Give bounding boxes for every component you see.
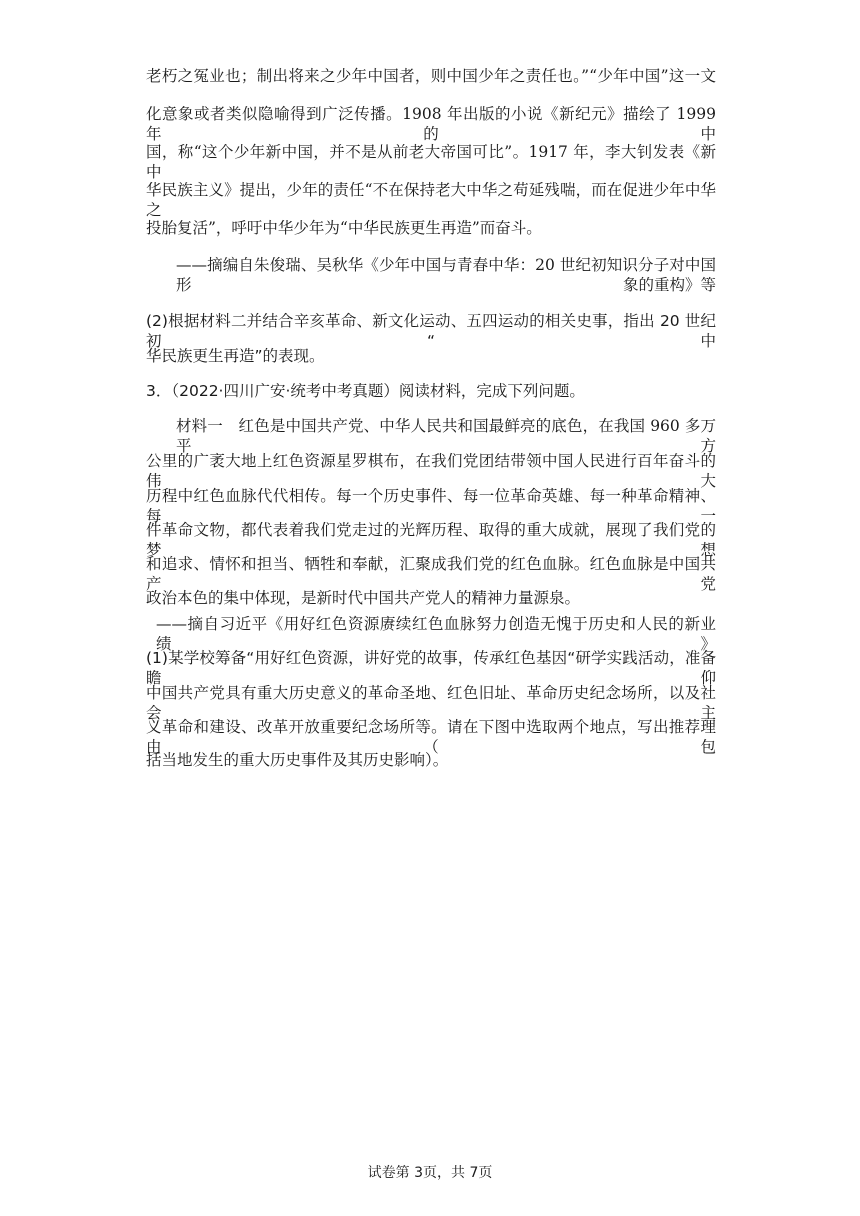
question-3-header: 3．（2022·四川广安·统考中考真题）阅读材料，完成下列问题。 xyxy=(146,382,585,400)
citation-line: 象的重构》等 xyxy=(622,276,716,294)
material-line: 和追求、情怀和担当、牺牲和奉献，汇聚成我们党的红色血脉。红色血脉是中国共产党 xyxy=(146,555,716,593)
material-line: 材料一 红色是中国共产党、中华人民共和国最鲜亮的底色，在我国 960 多万平方 xyxy=(176,417,716,455)
passage-line: 老朽之冤业也；制出将来之少年中国者，则中国少年之责任也。”“少年中国”这一文 xyxy=(146,67,716,85)
question-line: 华民族更生再造”的表现。 xyxy=(146,347,325,365)
material-line: 件革命文物，都代表着我们党走过的光辉历程、取得的重大成就，展现了我们党的梦想 xyxy=(146,521,716,559)
material-line: 公里的广袤大地上红色资源星罗棋布，在我们党团结带领中国人民进行百年奋斗的伟大 xyxy=(146,452,716,490)
question-line: 义革命和建设、改革开放重要纪念场所等。请在下图中选取两个地点，写出推荐理由（包 xyxy=(146,718,716,756)
passage-line: 华民族主义》提出，少年的责任“不在保持老大中华之苟延残喘，而在促进少年中华之 xyxy=(146,181,716,219)
source-citation-two: ——摘自习近平《用好红色资源赓续红色血脉努力创造无愧于历史和人民的新业绩》 xyxy=(156,615,716,653)
material-line: 政治本色的集中体现，是新时代中国共产党人的精神力量源泉。 xyxy=(146,589,581,607)
question-line: (2)根据材料二并结合辛亥革命、新文化运动、五四运动的相关史事，指出 20 世纪初“中 xyxy=(146,312,716,350)
passage-line: 化意象或者类似隐喻得到广泛传播。1908 年出版的小说《新纪元》描绘了 1999 年的中 xyxy=(146,105,716,143)
question-line: (1)某学校筹备“用好红色资源，讲好党的故事，传承红色基因“研学实践活动，准备瞻仰 xyxy=(146,649,716,687)
question-line: 括当地发生的重大历史事件及其历史影响）。 xyxy=(146,751,449,769)
question-line: 中国共产党具有重大历史意义的革命圣地、红色旧址、革命历史纪念场所，以及社会主 xyxy=(146,684,716,722)
page-footer: 试卷第 3页，共 7页 xyxy=(367,1165,493,1181)
citation-line: ——摘编自朱俊瑞、吴秋华《少年中国与青春中华：20 世纪初知识分子对中国形 xyxy=(176,256,716,294)
passage-line: 国，称“这个少年新中国，并不是从前老大帝国可比”。1917 年，李大钊发表《新中 xyxy=(146,143,716,181)
material-line: 历程中红色血脉代代相传。每一个历史事件、每一位革命英雄、每一种革命精神、每一 xyxy=(146,487,716,525)
passage-line: 投胎复活”，呼吁中华少年为“中华民族更生再造”而奋斗。 xyxy=(146,219,542,237)
